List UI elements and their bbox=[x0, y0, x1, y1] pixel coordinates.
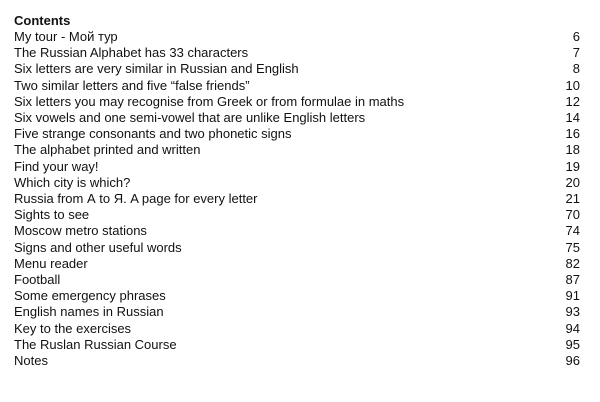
toc-entry-title: Which city is which? bbox=[14, 174, 131, 190]
toc-entry-title: The Ruslan Russian Course bbox=[14, 336, 177, 352]
toc-entry bbox=[14, 272, 580, 288]
toc-entry-page: 74 bbox=[565, 223, 580, 239]
toc-entry-title: Five strange consonants and two phonetic signs bbox=[14, 126, 292, 142]
toc-entry-page: 18 bbox=[565, 142, 580, 158]
toc-entry-title: Two similar letters and five “false friends” bbox=[14, 77, 250, 93]
toc-entry bbox=[14, 337, 580, 353]
toc-entry-title: Menu reader bbox=[14, 255, 88, 271]
toc-entry-title: Some emergency phrases bbox=[14, 288, 166, 304]
toc-entry bbox=[14, 207, 580, 223]
toc-entry-title: My tour - Мой тур bbox=[14, 29, 118, 44]
toc-entry bbox=[14, 61, 580, 77]
toc-entry bbox=[14, 29, 580, 45]
toc-entry-title: Find your way! bbox=[14, 158, 99, 174]
toc-entry-title: Key to the exercises bbox=[14, 320, 132, 336]
toc-entry-page: 75 bbox=[565, 239, 580, 255]
toc-entry bbox=[14, 159, 580, 175]
toc-entry bbox=[14, 321, 580, 337]
toc-entry-page: 10 bbox=[565, 77, 580, 93]
toc-entry bbox=[14, 45, 580, 61]
toc-entry-page: 7 bbox=[572, 45, 580, 61]
toc-entry bbox=[14, 223, 580, 239]
toc-entry-title: Moscow metro stations bbox=[14, 223, 147, 239]
toc-entry-page: 19 bbox=[565, 158, 580, 174]
toc-entry-page: 94 bbox=[565, 320, 580, 336]
toc-entry-page: 87 bbox=[565, 272, 580, 288]
toc-entry-page: 91 bbox=[565, 288, 580, 304]
toc-entry-page: 95 bbox=[565, 336, 580, 352]
toc-entry-title: Sights to see bbox=[14, 207, 90, 223]
toc-entry bbox=[14, 110, 580, 126]
toc-entry-title: The Russian Alphabet has 33 characters bbox=[14, 45, 249, 61]
toc-entry-title: Notes bbox=[14, 353, 48, 369]
toc-entry bbox=[14, 353, 580, 369]
toc-entry-title: Six letters you may recognise from Greek or from formulae in maths bbox=[14, 93, 405, 109]
toc-entry-page: 82 bbox=[565, 255, 580, 271]
toc-entry bbox=[14, 126, 580, 142]
contents-heading: Contents bbox=[14, 13, 71, 28]
toc-entry bbox=[14, 304, 580, 320]
toc-entry bbox=[14, 256, 580, 272]
toc-entry-page: 8 bbox=[572, 61, 580, 77]
toc-entry-title: Signs and other useful words bbox=[14, 239, 182, 255]
toc-list bbox=[14, 29, 580, 369]
toc-entry-title: Six letters are very similar in Russian and English bbox=[14, 61, 299, 77]
contents-page bbox=[14, 13, 580, 369]
toc-entry-title: Six vowels and one semi-vowel that are unlike English letters bbox=[14, 110, 366, 126]
toc-entry-page: 93 bbox=[565, 304, 580, 320]
toc-entry-page: 14 bbox=[565, 110, 580, 126]
toc-entry-page: 12 bbox=[565, 93, 580, 109]
toc-entry bbox=[14, 240, 580, 256]
toc-entry-page: 21 bbox=[565, 191, 580, 207]
toc-entry bbox=[14, 142, 580, 158]
toc-entry-page: 70 bbox=[565, 207, 580, 223]
toc-entry bbox=[14, 191, 580, 207]
toc-entry bbox=[14, 175, 580, 191]
toc-entry-page: 16 bbox=[565, 126, 580, 142]
toc-entry-title: The alphabet printed and written bbox=[14, 142, 201, 158]
toc-entry-page: 20 bbox=[565, 174, 580, 190]
toc-entry bbox=[14, 94, 580, 110]
toc-entry-title: Russia from А to Я. A page for every letter bbox=[14, 191, 258, 207]
toc-entry bbox=[14, 288, 580, 304]
toc-entry-page: 96 bbox=[565, 353, 580, 369]
toc-entry bbox=[14, 78, 580, 94]
toc-entry-page: 6 bbox=[572, 29, 580, 44]
toc-entry-title: English names in Russian bbox=[14, 304, 164, 320]
toc-entry-title: Football bbox=[14, 272, 61, 288]
